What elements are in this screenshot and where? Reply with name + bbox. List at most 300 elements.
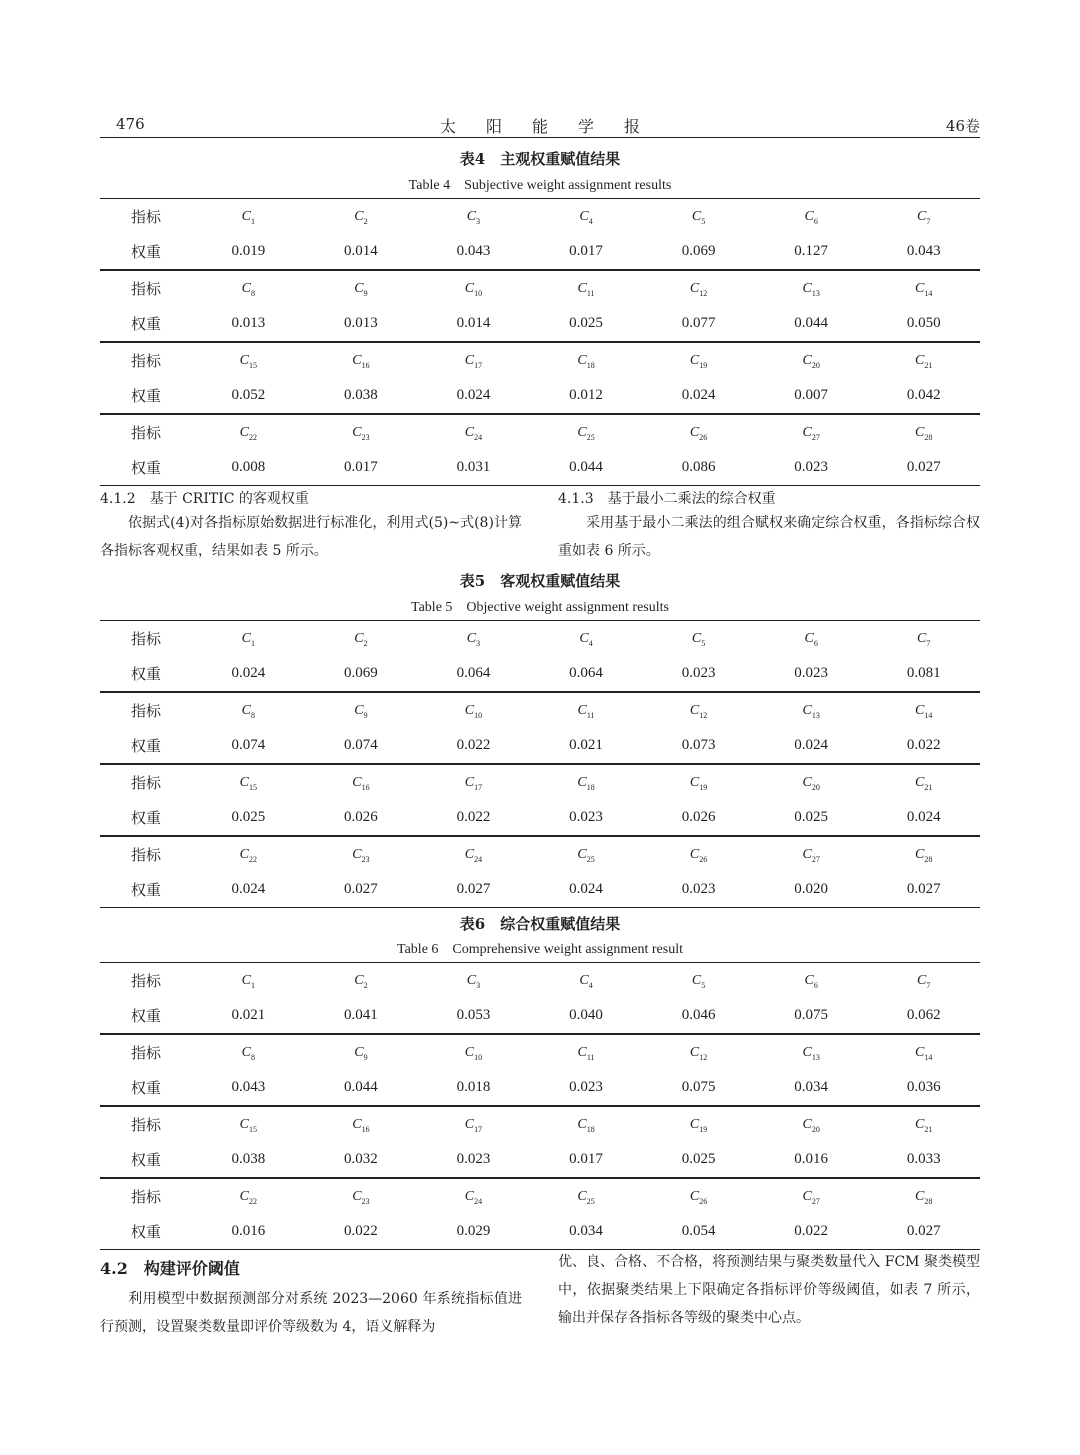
index-symbol: $C_9$ — [354, 1044, 368, 1062]
weight-cell: 0.023 — [681, 881, 716, 897]
weight-cell: 0.025 — [681, 1151, 716, 1167]
weight-cell: 0.064 — [569, 665, 603, 681]
weight-cell: 0.043 — [906, 243, 941, 259]
index-cell — [642, 270, 755, 306]
section-412-body: 依据式(4)对各指标原始数据进行标准化，利用式(5)~式(8)计算各指标客观权重，结果如表 5 所示。 — [100, 515, 522, 559]
index-symbol: $C_{21}$ — [915, 774, 933, 792]
weight-cell: 0.053 — [456, 1007, 491, 1023]
row-label-index: 指标 — [131, 702, 162, 720]
index-symbol: $C_{19}$ — [689, 352, 708, 370]
weight-cell: 0.074 — [344, 737, 378, 753]
weight-cell: 0.016 — [794, 1151, 829, 1167]
index-cell — [305, 692, 418, 728]
index-subscript: 3 — [476, 216, 481, 226]
index-cell — [530, 621, 643, 657]
weight-cell: 0.012 — [569, 387, 603, 403]
index-cell — [305, 764, 418, 800]
index-symbol: $C_{18}$ — [577, 1116, 595, 1134]
section-42-body-left: 利用模型中数据预测部分对系统 2023—2060 年系统指标值进行预测，设置聚类数量即评价等级数为 4，语义解释为 — [100, 1291, 522, 1335]
index-symbol: $C_{24}$ — [464, 1188, 483, 1206]
index-subscript: 9 — [363, 710, 368, 720]
weight-cell: 0.050 — [906, 315, 941, 331]
index-cell — [530, 270, 643, 306]
weight-cell: 0.022 — [794, 1223, 829, 1239]
weight-row — [100, 872, 980, 908]
section-413-body: 采用基于最小二乘法的组合赋权来确定综合权重，各指标综合权重如表 6 所示。 — [558, 515, 980, 559]
weight-cell: 0.020 — [794, 881, 829, 897]
index-symbol: $C_{27}$ — [802, 424, 820, 442]
weight-cell: 0.032 — [344, 1151, 378, 1167]
index-symbol: $C_{20}$ — [802, 774, 820, 792]
index-subscript: 27 — [811, 854, 820, 864]
index-cell — [530, 1106, 643, 1142]
section-412-heading: 4.1.2 基于 CRITIC 的客观权重 — [100, 491, 309, 507]
index-row — [100, 1034, 980, 1070]
index-subscript: 2 — [363, 216, 368, 226]
row-label-weight: 权重 — [131, 737, 162, 755]
index-subscript: 2 — [363, 638, 368, 648]
weight-cell: 0.044 — [344, 1079, 378, 1095]
index-cell — [305, 199, 418, 235]
index-symbol: $C_{10}$ — [464, 702, 483, 720]
index-cell — [642, 1034, 755, 1070]
weight-cell: 0.027 — [456, 881, 491, 897]
index-symbol: $C_{25}$ — [577, 424, 595, 442]
index-cell — [867, 199, 980, 235]
index-symbol: $C_{19}$ — [689, 774, 708, 792]
index-row — [100, 621, 980, 657]
weight-cell: 0.024 — [231, 881, 266, 897]
weight-cell: 0.054 — [681, 1223, 716, 1239]
weight-cell: 0.027 — [906, 459, 941, 475]
index-symbol: $C_6$ — [804, 630, 818, 648]
index-cell — [417, 1034, 530, 1070]
index-subscript: 27 — [811, 1196, 820, 1206]
index-symbol: $C_{22}$ — [239, 1188, 257, 1206]
index-symbol: $C_{13}$ — [802, 280, 820, 298]
index-symbol: $C_2$ — [354, 630, 368, 648]
index-symbol: $C_{12}$ — [689, 280, 708, 298]
weight-cell: 0.031 — [456, 459, 491, 475]
index-subscript: 8 — [251, 1052, 255, 1062]
index-symbol: $C_1$ — [241, 630, 255, 648]
index-cell — [192, 270, 305, 306]
index-cell — [192, 1106, 305, 1142]
index-subscript: 21 — [924, 782, 933, 792]
row-label-weight: 权重 — [131, 1151, 162, 1169]
weight-cell: 0.042 — [906, 387, 941, 403]
index-subscript: 22 — [249, 432, 257, 442]
index-symbol: $C_{26}$ — [689, 846, 708, 864]
index-cell — [530, 414, 643, 450]
table-row-group — [100, 1106, 980, 1178]
weight-cell: 0.041 — [344, 1007, 378, 1023]
index-symbol: $C_{12}$ — [689, 702, 708, 720]
index-symbol: $C_{22}$ — [239, 846, 257, 864]
index-subscript: 14 — [924, 288, 933, 298]
index-symbol: $C_9$ — [354, 702, 368, 720]
row-label-weight: 权重 — [131, 459, 162, 477]
index-subscript: 6 — [813, 216, 818, 226]
page-header — [100, 113, 980, 137]
index-cell — [755, 692, 868, 728]
weight-cell: 0.036 — [906, 1079, 941, 1095]
section-42-text-right: 优、良、合格、不合格，将预测结果与聚类数量代入 FCM 聚类模型中，依据聚类结果上下限确定各指标评价等级阈值，如表 7 所示，输出并保存各指标各等级的聚类中心点。 — [558, 1254, 980, 1326]
index-subscript: 20 — [811, 1124, 820, 1134]
index-symbol: $C_{13}$ — [802, 702, 820, 720]
index-subscript: 13 — [811, 1052, 820, 1062]
weight-cell: 0.024 — [906, 809, 941, 825]
index-cell — [755, 199, 868, 235]
index-row — [100, 199, 980, 235]
row-label-weight: 权重 — [131, 387, 162, 405]
weight-cell: 0.017 — [569, 243, 603, 259]
index-subscript: 24 — [474, 854, 483, 864]
index-subscript: 13 — [811, 710, 820, 720]
index-symbol: $C_5$ — [691, 630, 706, 648]
weight-cell: 0.025 — [794, 809, 829, 825]
index-subscript: 8 — [251, 288, 255, 298]
index-cell — [867, 1178, 980, 1214]
row-label-weight: 权重 — [131, 1007, 162, 1025]
index-cell — [530, 1034, 643, 1070]
section-413-text — [558, 509, 980, 565]
index-cell — [755, 963, 868, 999]
weight-cell: 0.027 — [906, 1223, 941, 1239]
index-cell — [305, 963, 418, 999]
index-cell — [417, 764, 530, 800]
index-symbol: $C_7$ — [917, 208, 931, 226]
row-label-weight: 权重 — [131, 315, 162, 333]
index-symbol: $C_{13}$ — [802, 1044, 820, 1062]
index-symbol: $C_{24}$ — [464, 424, 483, 442]
weight-cell: 0.064 — [456, 665, 491, 681]
index-subscript: 4 — [588, 216, 593, 226]
index-cell — [305, 414, 418, 450]
index-cell — [755, 836, 868, 872]
row-label-index: 指标 — [131, 352, 162, 370]
index-subscript: 18 — [586, 782, 595, 792]
weight-cell: 0.075 — [681, 1079, 716, 1095]
weight-row — [100, 1070, 980, 1106]
index-subscript: 23 — [361, 1196, 370, 1206]
weight-cell: 0.016 — [231, 1223, 266, 1239]
index-cell — [305, 836, 418, 872]
index-cell — [305, 621, 418, 657]
index-subscript: 15 — [249, 782, 257, 792]
index-symbol: $C_1$ — [241, 972, 255, 990]
index-cell — [192, 1034, 305, 1070]
index-cell — [192, 963, 305, 999]
index-symbol: $C_8$ — [241, 280, 255, 298]
index-cell — [417, 342, 530, 378]
index-symbol: $C_7$ — [917, 630, 931, 648]
index-subscript: 1 — [251, 638, 255, 648]
index-cell — [755, 414, 868, 450]
index-subscript: 8 — [251, 710, 255, 720]
index-subscript: 25 — [586, 432, 595, 442]
index-cell — [642, 764, 755, 800]
weight-row — [100, 1214, 980, 1250]
weight-cell: 0.027 — [344, 881, 378, 897]
weight-row — [100, 800, 980, 836]
weight-cell: 0.026 — [344, 809, 378, 825]
index-subscript: 11 — [586, 1052, 595, 1062]
table-row-group — [100, 1034, 980, 1106]
index-symbol: $C_{18}$ — [577, 352, 595, 370]
weight-row — [100, 378, 980, 414]
index-subscript: 2 — [363, 980, 368, 990]
index-symbol: $C_{21}$ — [915, 1116, 933, 1134]
weight-cell: 0.024 — [681, 387, 716, 403]
row-label-weight: 权重 — [131, 665, 162, 683]
index-subscript: 5 — [701, 216, 706, 226]
index-cell — [530, 963, 643, 999]
weight-cell: 0.043 — [456, 243, 491, 259]
weight-cell: 0.038 — [231, 1151, 266, 1167]
index-subscript: 6 — [813, 980, 818, 990]
index-symbol: $C_5$ — [691, 208, 706, 226]
index-cell — [755, 270, 868, 306]
index-symbol: $C_{28}$ — [915, 846, 933, 864]
row-label-index: 指标 — [131, 1116, 162, 1134]
index-cell — [642, 621, 755, 657]
weight-cell: 0.022 — [344, 1223, 378, 1239]
table6-title-zh: 表6 综合权重赋值结果 — [459, 915, 621, 933]
index-symbol: $C_{17}$ — [464, 352, 483, 370]
table4-title-en: Table 4 Subjective weight assignment results — [408, 178, 672, 193]
index-cell — [305, 342, 418, 378]
index-subscript: 4 — [588, 638, 593, 648]
weight-cell: 0.024 — [456, 387, 491, 403]
table-row-group — [100, 414, 980, 486]
row-label-weight: 权重 — [131, 1223, 162, 1241]
weight-cell: 0.007 — [794, 387, 829, 403]
weight-cell: 0.022 — [456, 809, 491, 825]
index-symbol: $C_{11}$ — [577, 702, 595, 720]
index-subscript: 16 — [361, 360, 370, 370]
index-symbol: $C_{15}$ — [239, 774, 257, 792]
index-cell — [867, 621, 980, 657]
index-cell — [305, 1034, 418, 1070]
index-cell — [530, 199, 643, 235]
index-row — [100, 764, 980, 800]
index-cell — [755, 1178, 868, 1214]
index-subscript: 16 — [361, 1124, 370, 1134]
index-subscript: 7 — [926, 980, 931, 990]
index-symbol: $C_5$ — [691, 972, 706, 990]
index-symbol: $C_{14}$ — [915, 280, 933, 298]
index-cell — [305, 270, 418, 306]
index-subscript: 18 — [586, 1124, 595, 1134]
row-label-index: 指标 — [131, 846, 162, 864]
index-symbol: $C_{26}$ — [689, 424, 708, 442]
weight-row — [100, 656, 980, 692]
index-symbol: $C_1$ — [241, 208, 255, 226]
index-symbol: $C_{22}$ — [239, 424, 257, 442]
weight-cell: 0.043 — [231, 1079, 266, 1095]
row-label-index: 指标 — [131, 1044, 162, 1062]
index-symbol: $C_{11}$ — [577, 1044, 595, 1062]
index-symbol: $C_{12}$ — [689, 1044, 708, 1062]
index-symbol: $C_{21}$ — [915, 352, 933, 370]
index-cell — [642, 836, 755, 872]
weight-cell: 0.014 — [344, 243, 378, 259]
index-subscript: 7 — [926, 216, 931, 226]
weight-cell: 0.086 — [681, 459, 716, 475]
index-subscript: 12 — [699, 288, 708, 298]
index-subscript: 24 — [474, 1196, 483, 1206]
index-cell — [305, 1178, 418, 1214]
table-row-group — [100, 199, 980, 271]
weight-cell: 0.017 — [569, 1151, 603, 1167]
weight-cell: 0.038 — [344, 387, 378, 403]
weight-cell: 0.021 — [231, 1007, 266, 1023]
index-subscript: 28 — [924, 1196, 933, 1206]
weight-cell: 0.017 — [344, 459, 378, 475]
weight-cell: 0.023 — [794, 665, 829, 681]
weight-cell: 0.046 — [681, 1007, 716, 1023]
volume-label: 46卷 — [945, 117, 980, 135]
index-symbol: $C_{15}$ — [239, 1116, 257, 1134]
row-label-index: 指标 — [131, 424, 162, 442]
weight-cell: 0.033 — [906, 1151, 941, 1167]
table5-title-zh: 表5 客观权重赋值结果 — [459, 572, 621, 590]
index-row — [100, 414, 980, 450]
index-subscript: 10 — [474, 710, 483, 720]
index-subscript: 28 — [924, 432, 933, 442]
index-cell — [192, 764, 305, 800]
weight-cell: 0.074 — [231, 737, 266, 753]
index-symbol: $C_{28}$ — [915, 424, 933, 442]
index-symbol: $C_{20}$ — [802, 352, 820, 370]
index-symbol: $C_{16}$ — [352, 774, 370, 792]
index-cell — [192, 342, 305, 378]
index-symbol: $C_8$ — [241, 702, 255, 720]
index-subscript: 3 — [476, 638, 481, 648]
index-cell — [192, 692, 305, 728]
weight-cell: 0.081 — [906, 665, 941, 681]
weight-cell: 0.023 — [569, 809, 603, 825]
page-number: 476 — [116, 115, 145, 133]
weight-row — [100, 234, 980, 270]
weight-cell: 0.024 — [794, 737, 829, 753]
weight-cell: 0.023 — [456, 1151, 491, 1167]
index-symbol: $C_2$ — [354, 208, 368, 226]
index-subscript: 21 — [924, 360, 933, 370]
table-row-group — [100, 621, 980, 693]
index-cell — [530, 836, 643, 872]
index-subscript: 13 — [811, 288, 820, 298]
index-symbol: $C_{25}$ — [577, 846, 595, 864]
index-subscript: 19 — [699, 782, 708, 792]
row-label-weight: 权重 — [131, 1079, 162, 1097]
index-subscript: 21 — [924, 1124, 933, 1134]
weight-cell: 0.019 — [231, 243, 266, 259]
weight-row — [100, 998, 980, 1034]
weight-cell: 0.062 — [906, 1007, 941, 1023]
index-symbol: $C_{17}$ — [464, 774, 483, 792]
index-cell — [417, 270, 530, 306]
table-row-group — [100, 963, 980, 1035]
index-subscript: 24 — [474, 432, 483, 442]
index-subscript: 17 — [474, 782, 483, 792]
index-row — [100, 692, 980, 728]
index-symbol: $C_{25}$ — [577, 1188, 595, 1206]
index-subscript: 22 — [249, 854, 257, 864]
index-cell — [867, 963, 980, 999]
index-subscript: 23 — [361, 432, 370, 442]
index-subscript: 12 — [699, 710, 708, 720]
weight-row — [100, 450, 980, 486]
weight-cell: 0.013 — [231, 315, 266, 331]
index-cell — [755, 621, 868, 657]
index-cell — [867, 270, 980, 306]
index-symbol: $C_3$ — [466, 208, 481, 226]
weight-cell: 0.026 — [681, 809, 716, 825]
weight-cell: 0.052 — [231, 387, 266, 403]
index-subscript: 27 — [811, 432, 820, 442]
section-412-text — [100, 509, 522, 565]
index-subscript: 11 — [586, 710, 595, 720]
index-cell — [305, 1106, 418, 1142]
weight-cell: 0.034 — [794, 1079, 829, 1095]
index-symbol: $C_7$ — [917, 972, 931, 990]
index-subscript: 19 — [699, 1124, 708, 1134]
weight-row — [100, 1142, 980, 1178]
index-subscript: 9 — [363, 1052, 368, 1062]
index-cell — [867, 836, 980, 872]
index-cell — [867, 342, 980, 378]
table5 — [100, 620, 980, 908]
section-42-heading: 4.2 构建评价阈值 — [100, 1259, 240, 1278]
index-cell — [417, 1178, 530, 1214]
weight-cell: 0.029 — [456, 1223, 491, 1239]
weight-cell: 0.024 — [231, 665, 266, 681]
index-subscript: 9 — [363, 288, 368, 298]
index-subscript: 16 — [361, 782, 370, 792]
index-subscript: 17 — [474, 360, 483, 370]
index-subscript: 6 — [813, 638, 818, 648]
index-cell — [417, 621, 530, 657]
index-subscript: 20 — [811, 360, 820, 370]
index-symbol: $C_{14}$ — [915, 702, 933, 720]
index-symbol: $C_{15}$ — [239, 352, 257, 370]
weight-cell: 0.024 — [569, 881, 603, 897]
index-symbol: $C_4$ — [579, 630, 593, 648]
index-symbol: $C_{10}$ — [464, 1044, 483, 1062]
index-row — [100, 270, 980, 306]
table-row-group — [100, 1178, 980, 1250]
index-cell — [755, 1034, 868, 1070]
index-cell — [755, 764, 868, 800]
weight-cell: 0.077 — [681, 315, 716, 331]
index-cell — [530, 1178, 643, 1214]
index-subscript: 18 — [586, 360, 595, 370]
weight-cell: 0.075 — [794, 1007, 829, 1023]
index-subscript: 1 — [251, 980, 255, 990]
index-symbol: $C_8$ — [241, 1044, 255, 1062]
weight-cell: 0.034 — [569, 1223, 603, 1239]
table-row-group — [100, 764, 980, 836]
index-symbol: $C_3$ — [466, 630, 481, 648]
weight-cell: 0.023 — [681, 665, 716, 681]
weight-cell: 0.008 — [231, 459, 266, 475]
table-row-group — [100, 270, 980, 342]
index-symbol: $C_{16}$ — [352, 352, 370, 370]
weight-cell: 0.014 — [456, 315, 491, 331]
index-symbol: $C_6$ — [804, 972, 818, 990]
